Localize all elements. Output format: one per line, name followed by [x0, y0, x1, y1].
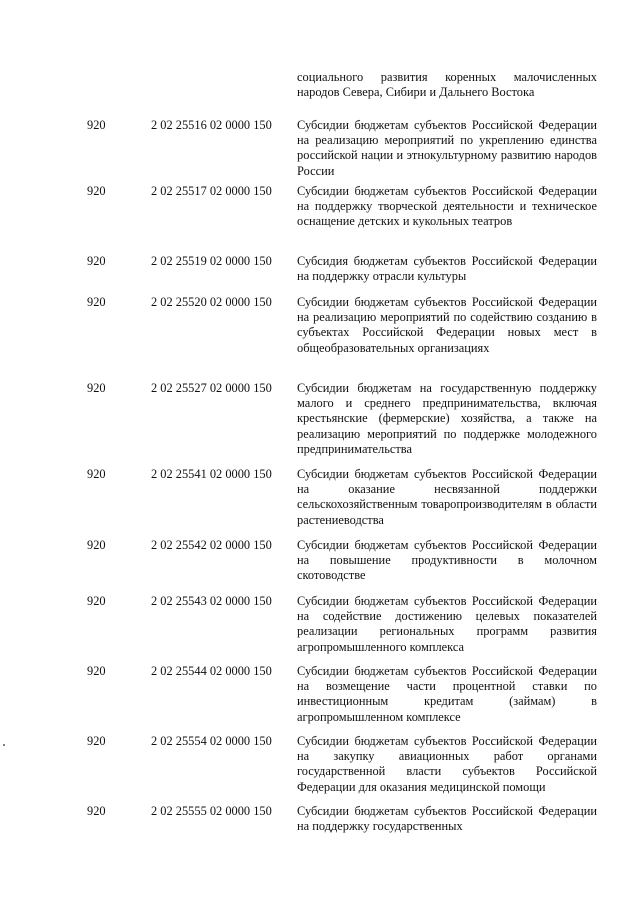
row-description: Субсидии бюджетам субъектов Российской Федерации на повышение продуктивности в молочном скотоводстве: [297, 538, 597, 583]
admin-code: 920: [87, 118, 106, 132]
budget-code: 2 02 25527 02 0000 150: [151, 381, 272, 395]
budget-code: 2 02 25517 02 0000 150: [151, 184, 272, 198]
continuation-text: социального развития коренных малочисленных народов Севера, Сибири и Дальнего Востока: [297, 70, 597, 100]
admin-code: 920: [87, 381, 106, 395]
row-description: Субсидии бюджетам субъектов Российской Федерации на реализацию мероприятий по укреплению единства российской нации и этнокультурному развитию народов России: [297, 118, 597, 178]
budget-code: 2 02 25554 02 0000 150: [151, 734, 272, 748]
admin-code: 920: [87, 538, 106, 552]
budget-code: 2 02 25516 02 0000 150: [151, 118, 272, 132]
row-description: Субсидии бюджетам субъектов Российской Федерации на поддержку творческой деятельности и техническое оснащение детских и кукольных театров: [297, 184, 597, 229]
budget-code: 2 02 25519 02 0000 150: [151, 254, 272, 268]
row-description: Субсидии бюджетам субъектов Российской Федерации на реализацию мероприятий по содействию созданию в субъектах Российской Федерации новых мест в общеобразовательных организациях: [297, 295, 597, 355]
budget-code: 2 02 25544 02 0000 150: [151, 664, 272, 678]
budget-code: 2 02 25520 02 0000 150: [151, 295, 272, 309]
admin-code: 920: [87, 295, 106, 309]
admin-code: 920: [87, 804, 106, 818]
admin-code: 920: [87, 467, 106, 481]
row-description: Субсидия бюджетам субъектов Российской Федерации на поддержку отрасли культуры: [297, 254, 597, 284]
scan-speck: [3, 744, 5, 746]
row-description: Субсидии бюджетам субъектов Российской Федерации на поддержку государственных: [297, 804, 597, 834]
admin-code: 920: [87, 664, 106, 678]
admin-code: 920: [87, 734, 106, 748]
row-description: Субсидии бюджетам субъектов Российской Федерации на оказание несвязанной поддержки сельскохозяйственным товаропроизводителям в области растениеводства: [297, 467, 597, 527]
budget-code: 2 02 25542 02 0000 150: [151, 538, 272, 552]
admin-code: 920: [87, 594, 106, 608]
admin-code: 920: [87, 254, 106, 268]
row-description: Субсидии бюджетам субъектов Российской Федерации на закупку авиационных работ органами государственной власти субъектов Российской Федерации для оказания медицинской помощи: [297, 734, 597, 794]
budget-code: 2 02 25543 02 0000 150: [151, 594, 272, 608]
row-description: Субсидии бюджетам на государственную поддержку малого и среднего предпринимательства, включая крестьянские (фермерские) хозяйства, а также на реализацию мероприятий по поддержке молодежного предпринимательства: [297, 381, 597, 456]
budget-code: 2 02 25541 02 0000 150: [151, 467, 272, 481]
budget-code: 2 02 25555 02 0000 150: [151, 804, 272, 818]
admin-code: 920: [87, 184, 106, 198]
row-description: Субсидии бюджетам субъектов Российской Федерации на возмещение части процентной ставки по инвестиционным кредитам (займам) в агропромышленном комплексе: [297, 664, 597, 724]
row-description: Субсидии бюджетам субъектов Российской Федерации на содействие достижению целевых показателей реализации региональных программ развития агропромышленного комплекса: [297, 594, 597, 654]
